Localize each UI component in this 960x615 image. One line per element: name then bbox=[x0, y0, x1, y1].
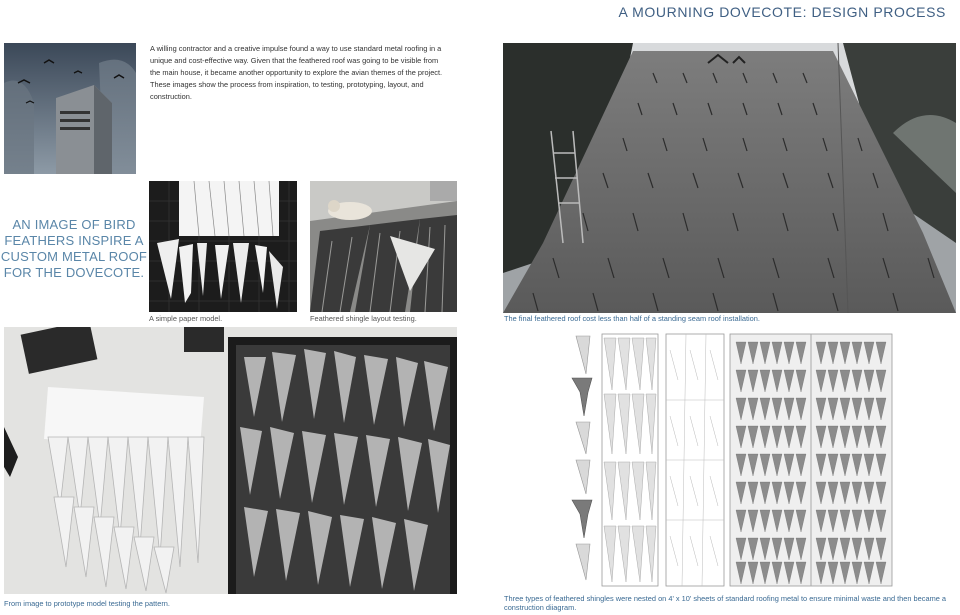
dovecote-rendering-image bbox=[4, 43, 136, 174]
intro-paragraph: A willing contractor and a creative impulse found a way to use standard metal roofing in a unique and cost-effective way. Given that the feathered roof was going to be visible from the main house, it became another opportunity to explore the avian themes of the project. These images show the process from inspiration, to testing, prototyping, layout, and construction. bbox=[150, 44, 443, 101]
pull-quote: AN IMAGE OF BIRD FEATHERS INSPIRE A CUSTOM METAL ROOF FOR THE DOVECOTE. bbox=[0, 217, 148, 280]
final-roof-image bbox=[503, 43, 956, 313]
shingle-nesting-diagram bbox=[560, 330, 900, 590]
page-title: A MOURNING DOVECOTE: DESIGN PROCESS bbox=[618, 4, 946, 20]
nesting-caption: Three types of feathered shingles were nested on 4' x 10' sheets of standard roofing metal to ensure minimal waste and then became a construction diiagram. bbox=[504, 594, 947, 612]
layout-testing-image bbox=[310, 181, 457, 312]
paper-model-image bbox=[149, 181, 297, 312]
prototype-model-image bbox=[4, 327, 457, 594]
final-roof-caption: The final feathered roof cost less than half of a standing seam roof installation. bbox=[504, 314, 760, 323]
paper-model-caption: A simple paper model. bbox=[149, 314, 223, 323]
layout-testing-caption: Feathered shingle layout testing. bbox=[310, 314, 417, 323]
prototype-caption: From image to prototype model testing the pattern. bbox=[4, 599, 170, 608]
